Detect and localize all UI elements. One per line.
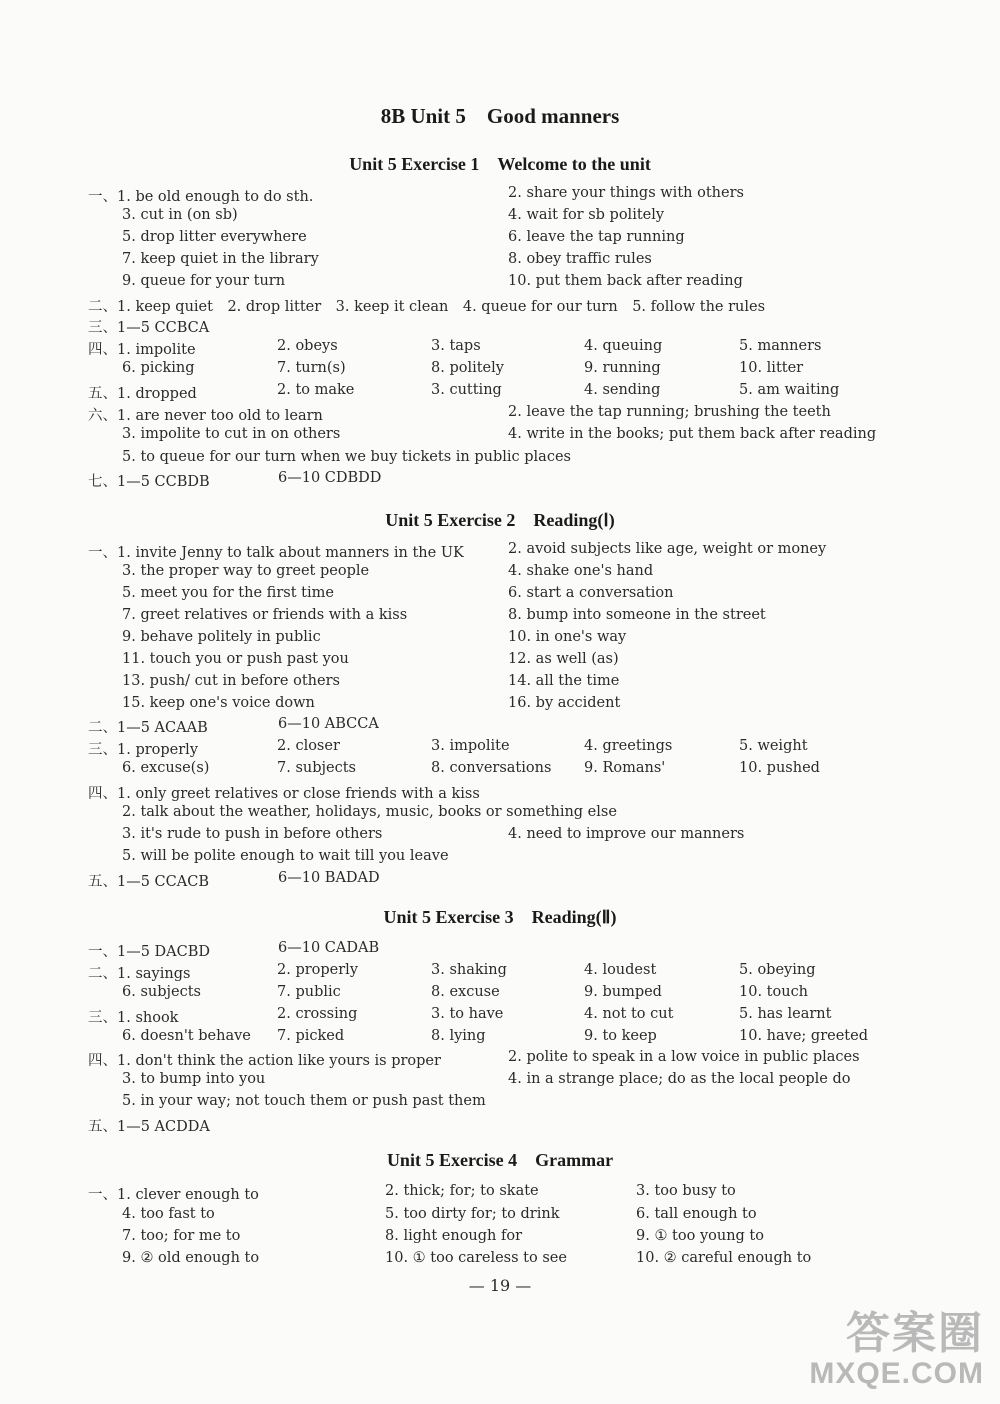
answer-cell: 2. crossing [277, 1006, 358, 1022]
answer-cell: 5. manners [739, 338, 822, 354]
answer-row [0, 1206, 1000, 1228]
answer-cell: 3. to have [431, 1006, 504, 1022]
answer-row [0, 629, 1000, 651]
answer-row [0, 1049, 1000, 1071]
answer-cell: 5. am waiting [739, 382, 840, 398]
answer-cell: 5. in your way; not touch them or push past them [122, 1093, 486, 1109]
answer-cell: 3. it's rude to push in before others [122, 826, 383, 842]
answer-cell: 6—10 CDBDD [278, 470, 382, 486]
answer-cell: 6—10 CADAB [278, 940, 380, 956]
answer-cell: 3. too busy to [636, 1183, 736, 1199]
answer-cell: 五、1—5 CCACB [88, 874, 209, 890]
answer-cell: 3. cut in (on sb) [122, 207, 238, 223]
answer-cell: 14. all the time [508, 673, 620, 689]
answer-cell: 三、1. shook [88, 1010, 179, 1026]
answer-cell: 一、1—5 DACBD [88, 944, 211, 960]
answer-cell: 7. picked [277, 1028, 345, 1044]
answer-cell: 4. wait for sb politely [508, 207, 665, 223]
answer-cell: 2. talk about the weather, holidays, music, books or something else [122, 804, 617, 820]
answer-cell: 8. politely [431, 360, 504, 376]
answer-cell: 4. in a strange place; do as the local people do [508, 1071, 851, 1087]
answer-cell: 9. bumped [584, 984, 662, 1000]
answer-cell: 5. has learnt [739, 1006, 832, 1022]
answer-cell: 9. running [584, 360, 661, 376]
answer-cell: 8. obey traffic rules [508, 251, 652, 267]
answer-cell: 三、1—5 CCBCA [88, 320, 210, 336]
answer-cell: 6. tall enough to [636, 1206, 757, 1222]
answer-row [0, 984, 1000, 1006]
answer-cell: 2. leave the tap running; brushing the teeth [508, 404, 831, 420]
answer-row [0, 870, 1000, 892]
answer-cell: 7. keep quiet in the library [122, 251, 319, 267]
answer-cell: 7. greet relatives or friends with a kiss [122, 607, 408, 623]
answer-cell: 2. properly [277, 962, 359, 978]
answer-cell: 五、1—5 ACDDA [88, 1119, 210, 1135]
answer-cell: 3. cutting [431, 382, 502, 398]
answer-cell: 四、1. don't think the action like yours is proper [88, 1053, 441, 1069]
watermark-domain: MXQE.COM [809, 1357, 984, 1390]
answer-cell: 9. behave politely in public [122, 629, 321, 645]
answer-cell: 3. impolite [431, 738, 510, 754]
answer-cell: 7. too; for me to [122, 1228, 241, 1244]
answer-cell: 6. doesn't behave [122, 1028, 251, 1044]
answer-cell: 7. turn(s) [277, 360, 346, 376]
answer-cell: 七、1—5 CCBDB [88, 474, 210, 490]
section-title: Unit 5 Exercise 1 Welcome to the unit [349, 154, 651, 174]
answer-cell: 三、1. properly [88, 742, 199, 758]
answer-cell: 7. subjects [277, 760, 356, 776]
section-title: Unit 5 Exercise 4 Grammar [386, 1150, 614, 1170]
answer-cell: 13. push/ cut in before others [122, 673, 340, 689]
answer-cell: 10. litter [739, 360, 804, 376]
answer-cell: 4. write in the books; put them back after reading [508, 426, 877, 442]
answer-cell: 8. bump into someone in the street [508, 607, 766, 623]
answer-cell: 8. lying [431, 1028, 486, 1044]
answer-row [0, 295, 1000, 317]
answer-cell: 3. the proper way to greet people [122, 563, 370, 579]
answer-row [0, 962, 1000, 984]
answer-cell: 9. queue for your turn [122, 273, 286, 289]
answer-row [0, 185, 1000, 207]
answer-cell: 9. ① too young to [636, 1228, 764, 1244]
answer-row [0, 541, 1000, 563]
answer-cell: 11. touch you or push past you [122, 651, 349, 667]
answer-cell: 4. queuing [584, 338, 663, 354]
answer-cell: 二、1. keep quiet 2. drop litter 3. keep it clean 4. queue for our turn 5. follow the rules [88, 299, 766, 315]
answer-cell: 10. put them back after reading [508, 273, 743, 289]
page-number: — 19 — [468, 1276, 532, 1295]
answer-row [0, 848, 1000, 870]
answer-cell: 10. have; greeted [739, 1028, 868, 1044]
answer-cell: 2. obeys [277, 338, 338, 354]
answer-row [0, 273, 1000, 295]
answer-row [0, 826, 1000, 848]
answer-row [0, 1228, 1000, 1250]
answer-cell: 五、1. dropped [88, 386, 197, 402]
answer-cell: 5. weight [739, 738, 808, 754]
answer-row [0, 940, 1000, 962]
answer-cell: 4. loudest [584, 962, 657, 978]
page-title: 8B Unit 5 Good manners [380, 104, 620, 128]
answer-row [0, 1006, 1000, 1028]
answer-cell: 5. too dirty for; to drink [385, 1206, 560, 1222]
answer-row [0, 760, 1000, 782]
answer-cell: 一、1. clever enough to [88, 1187, 259, 1203]
answer-cell: 6. subjects [122, 984, 201, 1000]
answer-row [0, 1071, 1000, 1093]
answer-cell: 6—10 ABCCA [278, 716, 379, 732]
answer-cell: 5. drop litter everywhere [122, 229, 307, 245]
answer-cell: 2. polite to speak in a low voice in public places [508, 1049, 860, 1065]
answer-cell: 四、1. impolite [88, 342, 196, 358]
answer-cell: 6. leave the tap running [508, 229, 685, 245]
answer-cell: 8. light enough for [385, 1228, 523, 1244]
watermark-logo [809, 1310, 984, 1390]
answer-cell: 8. conversations [431, 760, 552, 776]
answer-cell: 10. in one's way [508, 629, 627, 645]
answer-row [0, 782, 1000, 804]
answer-cell: 9. ② old enough to [122, 1250, 260, 1266]
answer-cell: 4. too fast to [122, 1206, 215, 1222]
answer-cell: 5. meet you for the first time [122, 585, 334, 601]
answer-row [0, 1093, 1000, 1115]
answer-cell: 4. greetings [584, 738, 673, 754]
answer-cell: 4. not to cut [584, 1006, 674, 1022]
answer-cell: 二、1. sayings [88, 966, 191, 982]
answer-row [0, 360, 1000, 382]
answer-cell: 4. shake one's hand [508, 563, 654, 579]
answer-row [0, 804, 1000, 826]
answer-cell: 2. closer [277, 738, 340, 754]
answer-row [0, 404, 1000, 426]
answer-row [0, 1183, 1000, 1205]
answer-row [0, 316, 1000, 338]
answer-cell: 3. impolite to cut in on others [122, 426, 341, 442]
answer-cell: 10. pushed [739, 760, 820, 776]
answer-row [0, 1115, 1000, 1137]
answer-row [0, 607, 1000, 629]
answer-cell: 一、1. invite Jenny to talk about manners in the UK [88, 545, 464, 561]
answer-cell: 四、1. only greet relatives or close friends with a kiss [88, 786, 480, 802]
answer-cell: 16. by accident [508, 695, 621, 711]
answer-cell: 6—10 BADAD [278, 870, 380, 886]
answer-cell: 2. thick; for; to skate [385, 1183, 539, 1199]
section-title: Unit 5 Exercise 3 Reading(Ⅱ) [383, 907, 617, 927]
answer-row [0, 338, 1000, 360]
answer-row [0, 449, 1000, 471]
answer-cell: 6. excuse(s) [122, 760, 210, 776]
answer-row [0, 207, 1000, 229]
answer-cell: 9. to keep [584, 1028, 657, 1044]
answer-cell: 10. ② careful enough to [636, 1250, 812, 1266]
answer-cell: 4. sending [584, 382, 661, 398]
answer-cell: 3. shaking [431, 962, 507, 978]
answer-cell: 5. obeying [739, 962, 816, 978]
answer-row [0, 1250, 1000, 1272]
answer-row [0, 229, 1000, 251]
answer-row [0, 1028, 1000, 1050]
answer-cell: 12. as well (as) [508, 651, 619, 667]
answer-cell: 一、1. be old enough to do sth. [88, 189, 314, 205]
answer-cell: 2. avoid subjects like age, weight or money [508, 541, 827, 557]
answer-cell: 4. need to improve our manners [508, 826, 745, 842]
section-title: Unit 5 Exercise 2 Reading(Ⅰ) [385, 510, 615, 530]
answer-cell: 2. share your things with others [508, 185, 744, 201]
answer-row [0, 470, 1000, 492]
answer-row [0, 426, 1000, 448]
answer-cell: 2. to make [277, 382, 355, 398]
answer-row [0, 251, 1000, 273]
answer-cell: 3. taps [431, 338, 481, 354]
answer-row [0, 651, 1000, 673]
answer-cell: 10. ① too careless to see [385, 1250, 567, 1266]
answer-row [0, 585, 1000, 607]
answer-cell: 二、1—5 ACAAB [88, 720, 208, 736]
answer-cell: 8. excuse [431, 984, 500, 1000]
answer-row [0, 716, 1000, 738]
answer-cell: 10. touch [739, 984, 809, 1000]
answer-cell: 3. to bump into you [122, 1071, 266, 1087]
answer-cell: 5. to queue for our turn when we buy tickets in public places [122, 449, 571, 465]
answer-row [0, 382, 1000, 404]
answer-cell: 六、1. are never too old to learn [88, 408, 323, 424]
answer-row [0, 695, 1000, 717]
answer-cell: 9. Romans' [584, 760, 666, 776]
answer-row [0, 738, 1000, 760]
answer-cell: 6. start a conversation [508, 585, 674, 601]
answer-cell: 7. public [277, 984, 341, 1000]
answer-row [0, 673, 1000, 695]
answer-cell: 15. keep one's voice down [122, 695, 315, 711]
watermark-text: 答案圈 [846, 1309, 984, 1358]
answer-cell: 6. picking [122, 360, 195, 376]
answer-cell: 5. will be polite enough to wait till you leave [122, 848, 449, 864]
answer-row [0, 563, 1000, 585]
